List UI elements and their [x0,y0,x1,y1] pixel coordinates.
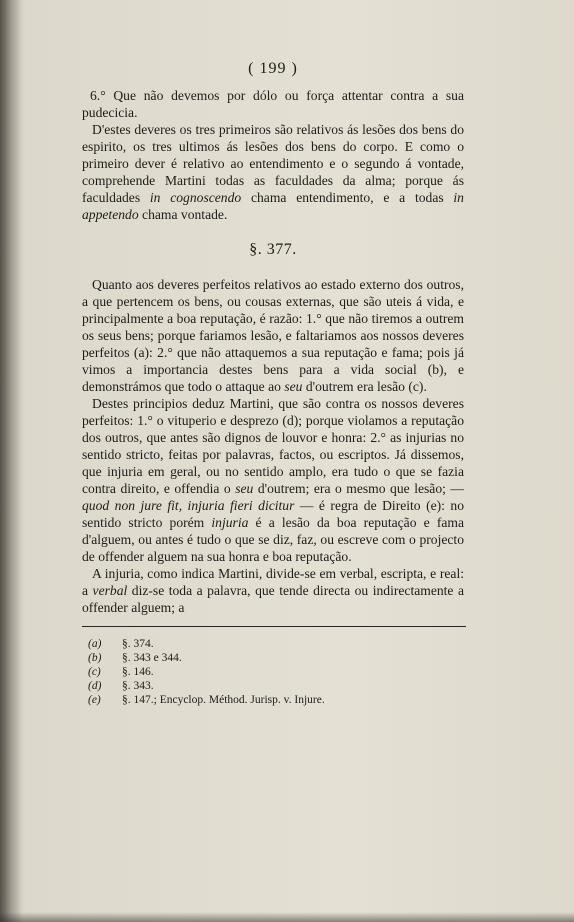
paragraph-5-a: A injuria, como indica Martini, divide-se em verbal, escripta, e real: a [82,566,464,598]
footnotes [82,637,464,707]
gutter-shadow [0,0,22,922]
footnote-mark: (d) [88,680,102,692]
paragraph-4 [82,395,464,565]
page-text-block [82,60,464,707]
footnote-mark: (e) [88,694,101,706]
footnote-text: §. 343 e 344. [122,652,182,664]
paragraph-2-italic-2: in appetendo [82,190,464,222]
paragraph-4-italic-2: quod non jure fit, injuria fieri dicitur [82,498,295,513]
paragraph-1: 6.° Que não devemos por dólo ou força attentar contra a sua pudecicia. [82,88,464,120]
paragraph-4-italic-3: injuria [211,515,249,530]
footnote-text: §. 146. [122,666,154,678]
footnote-text: §. 147.; Encyclop. Méthod. Jurisp. v. Injure. [122,694,325,706]
footnote-row [88,665,464,679]
footnote-mark: (a) [88,638,102,650]
paragraph-2-end: chama vontade. [138,207,228,222]
paragraph-2 [82,121,464,223]
footnote-mark: (c) [88,666,101,678]
paragraph-3-text: Quanto aos deveres perfeitos relativos ao estado externo dos outros, a que pertencem os bens, ou cousas externas, que são uteis á vida, e principalmente a boa reputação, é razão: 1.° que não tiremos a outrem os seus bens; porque fariamos lesão, e faltariamos aos nossos deveres perfeitos (a): 2.° que não attaquemos a sua reputação e fama; pois já vimos a importancia destes bens para a vida social (b), e demonstrámos que todo o attaque ao [82,277,464,394]
section-heading: §. 377. [249,241,297,258]
footnote-row [88,637,464,651]
paragraph-4-a: Destes principios deduz Martini, que são contra os nossos deveres perfeitos: 1.° o vituperio e desprezo (d); porque violamos a reputação dos outros, que antes são dignos de louvor e honra: 2.° as injurias no sentido stricto, feitas por palavras, factos, ou escriptos. Já dissemos, que injuria em geral, ou no sentido amplo, era tudo o que se fazia contra direito, e offendia o [82,396,464,496]
paragraph-5-italic: verbal [92,583,128,598]
paragraph-2-italic-1: in cognoscendo [149,190,242,205]
paragraph-2-text: D'estes deveres os tres primeiros são relativos ás lesões dos bens do espirito, os tres ultimos ás lesões dos bens do corpo. E como o primeiro dever é relativo ao entendimento e o segundo á vontade, comprehende Martini todas as faculdades da alma; porque ás faculdades [82,122,464,205]
paragraph-2-mid: chama entendimento, e a todas [241,190,454,205]
paragraph-5 [82,565,464,616]
paragraph-4-c: — é regra de Direito (e): no sentido stricto porém [82,498,464,530]
page-number: ( 199 ) [248,60,298,77]
paragraph-3 [82,276,464,395]
page-bottom-shadow [0,912,574,922]
paragraph-4-b: d'outrem; era o mesmo que lesão; — [253,481,464,496]
footnote-text: §. 374. [122,638,154,650]
footnote-text: §. 343. [122,680,154,692]
footnote-divider [82,626,466,627]
paragraph-4-italic-1: seu [235,481,254,496]
paragraph-3-italic: seu [284,379,303,394]
footnote-row [88,693,464,707]
footnote-mark: (b) [88,652,102,664]
paragraph-4-d: é a lesão da boa reputação e fama d'alguem, ou antes é tudo o que se diz, faz, ou escreve com o projecto de offender alguem na sua honra e boa reputação. [82,515,464,564]
footnote-row [88,679,464,693]
paragraph-5-b: diz-se toda a palavra, que tende directa ou indirectamente a offender alguem; a [82,583,465,615]
footnote-row [88,651,464,665]
paragraph-3-end: d'outrem era lesão (c). [302,379,427,394]
